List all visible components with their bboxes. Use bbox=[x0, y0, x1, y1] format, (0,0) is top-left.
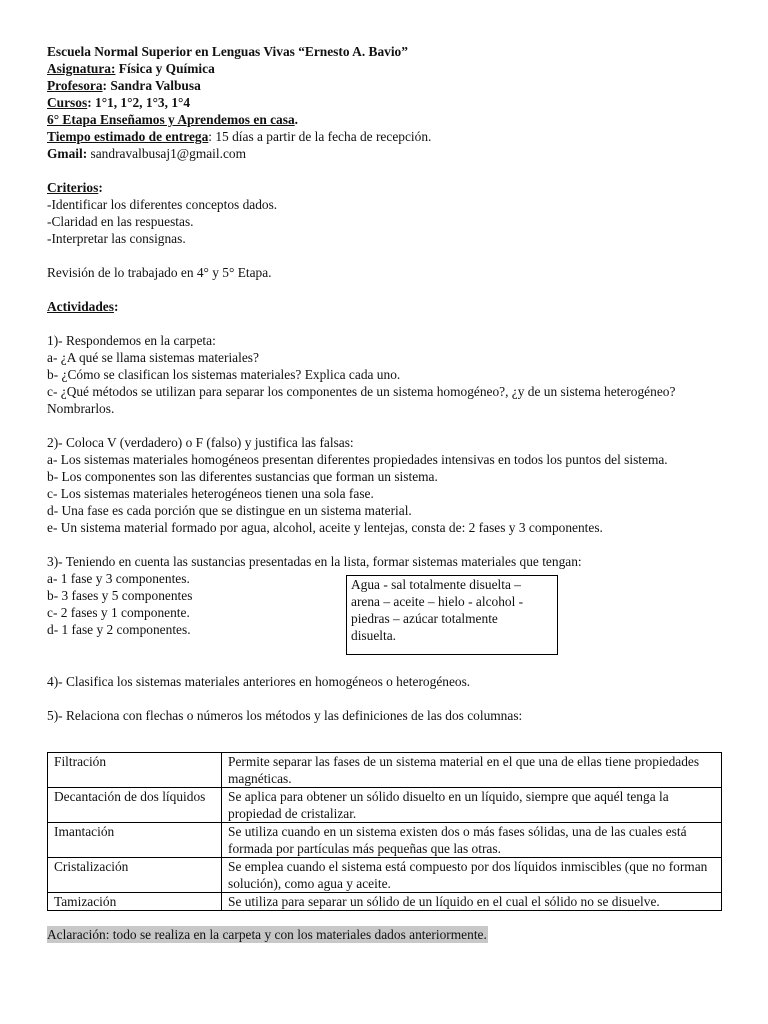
criteria-heading bbox=[47, 179, 725, 196]
definition-cell: Se emplea cuando el sistema está compuesto por dos líquidos inmiscibles (que no forman solución), como agua y aceite. bbox=[222, 858, 722, 893]
gmail-value: sandravalbusaj1@gmail.com bbox=[87, 146, 247, 161]
gmail-label: Gmail: bbox=[47, 146, 88, 161]
table-row bbox=[48, 893, 722, 911]
q5-text: 5)- Relaciona con flechas o números los métodos y las definiciones de las dos columnas: bbox=[47, 708, 523, 723]
q2-item: a- Los sistemas materiales homogéneos presentan diferentes propiedades intensivas en todos los puntos del sistema. bbox=[47, 452, 668, 467]
stage-line bbox=[47, 111, 725, 128]
criteria-title: Criterios bbox=[47, 180, 99, 195]
table-row bbox=[48, 823, 722, 858]
teacher-value: : Sandra Valbusa bbox=[102, 78, 201, 93]
q2-intro: 2)- Coloca V (verdadero) o F (falso) y justifica las falsas: bbox=[47, 435, 354, 450]
method-cell: Cristalización bbox=[48, 858, 222, 893]
table-row bbox=[48, 858, 722, 893]
criteria-colon: : bbox=[98, 180, 103, 195]
q2-item: e- Un sistema material formado por agua, alcohol, aceite y lentejas, consta de: 2 fases y 3 componentes. bbox=[47, 520, 603, 535]
subject-value: Física y Química bbox=[115, 61, 215, 76]
teacher-label: Profesora bbox=[47, 78, 103, 93]
teacher-line bbox=[47, 77, 725, 94]
subject-label: Asignatura: bbox=[47, 61, 116, 76]
definition-cell: Se aplica para obtener un sólido disuelto en un líquido, siempre que aquél tenga la propiedad de cristalizar. bbox=[222, 788, 722, 823]
time-line bbox=[47, 128, 725, 145]
courses-label: Cursos bbox=[47, 95, 88, 110]
criteria-item: -Claridad en las respuestas. bbox=[47, 214, 194, 229]
activities-colon: : bbox=[113, 299, 119, 314]
review-text: Revisión de lo trabajado en 4° y 5° Etapa. bbox=[47, 265, 272, 280]
substances-line: disuelta. bbox=[351, 628, 396, 643]
substances-box bbox=[346, 575, 558, 655]
q1-item: b- ¿Cómo se clasifican los sistemas materiales? Explica cada uno. bbox=[47, 367, 401, 382]
q2-item: d- Una fase es cada porción que se distingue en un sistema material. bbox=[47, 503, 412, 518]
q3-item: a- 1 fase y 3 componentes. bbox=[47, 571, 190, 586]
q3-block bbox=[47, 570, 725, 656]
gmail-line bbox=[47, 145, 725, 162]
q1-intro: 1)- Respondemos en la carpeta: bbox=[47, 333, 216, 348]
note-line bbox=[47, 926, 725, 943]
q3-item: c- 2 fases y 1 componente. bbox=[47, 605, 190, 620]
criteria-item: -Interpretar las consignas. bbox=[47, 231, 186, 246]
stage-title: 6° Etapa Enseñamos y Aprendemos en casa bbox=[47, 112, 295, 127]
activities-title: Actividades bbox=[47, 299, 114, 314]
definition-cell: Se utiliza cuando en un sistema existen dos o más fases sólidas, una de las cuales está formada por partículas más pequeñas que las otras. bbox=[222, 823, 722, 858]
method-cell: Decantación de dos líquidos bbox=[48, 788, 222, 823]
subject-line bbox=[47, 60, 725, 77]
q4-text: 4)- Clasifica los sistemas materiales anteriores en homogéneos o heterogéneos. bbox=[47, 674, 471, 689]
definition-cell: Se utiliza para separar un sólido de un líquido en el cual el sólido no se disuelve. bbox=[222, 893, 722, 911]
activities-heading bbox=[47, 298, 725, 315]
q3-item: b- 3 fases y 5 componentes bbox=[47, 588, 193, 603]
methods-table bbox=[47, 752, 722, 911]
time-label: Tiempo estimado de entrega bbox=[47, 129, 209, 144]
table-row bbox=[48, 788, 722, 823]
school-name: Escuela Normal Superior en Lenguas Vivas “Ernesto A. Bavio” bbox=[47, 44, 408, 59]
time-value: : 15 días a partir de la fecha de recepción. bbox=[208, 129, 432, 144]
table-row bbox=[48, 753, 722, 788]
definition-cell: Permite separar las fases de un sistema material en el que una de ellas tiene propiedades magnéticas. bbox=[222, 753, 722, 788]
q2-item: b- Los componentes son las diferentes sustancias que forman un sistema. bbox=[47, 469, 438, 484]
document-page bbox=[47, 43, 725, 943]
substances-line: Agua - sal totalmente disuelta – bbox=[351, 577, 521, 592]
substances-line: arena – aceite – hielo - alcohol - bbox=[351, 594, 524, 609]
q3-item: d- 1 fase y 2 componentes. bbox=[47, 622, 191, 637]
criteria-item: -Identificar los diferentes conceptos dados. bbox=[47, 197, 278, 212]
q2-item: c- Los sistemas materiales heterogéneos tienen una sola fase. bbox=[47, 486, 374, 501]
courses-value: : 1°1, 1°2, 1°3, 1°4 bbox=[87, 95, 191, 110]
courses-line bbox=[47, 94, 725, 111]
stage-end: . bbox=[294, 112, 299, 127]
q3-intro: 3)- Teniendo en cuenta las sustancias presentadas en la lista, formar sistemas materiales que tengan: bbox=[47, 554, 582, 569]
method-cell: Tamización bbox=[48, 893, 222, 911]
clarification-note: Aclaración: todo se realiza en la carpeta y con los materiales dados anteriormente. bbox=[47, 927, 487, 942]
substances-line: piedras – azúcar totalmente bbox=[351, 611, 498, 626]
method-cell: Filtración bbox=[48, 753, 222, 788]
q1-item: a- ¿A qué se llama sistemas materiales? bbox=[47, 350, 259, 365]
method-cell: Imantación bbox=[48, 823, 222, 858]
q1-item: c- ¿Qué métodos se utilizan para separar los componentes de un sistema homogéneo?, ¿y de un sistema heterogéneo? Nombrarlos. bbox=[47, 384, 676, 416]
q3-list bbox=[47, 570, 192, 638]
